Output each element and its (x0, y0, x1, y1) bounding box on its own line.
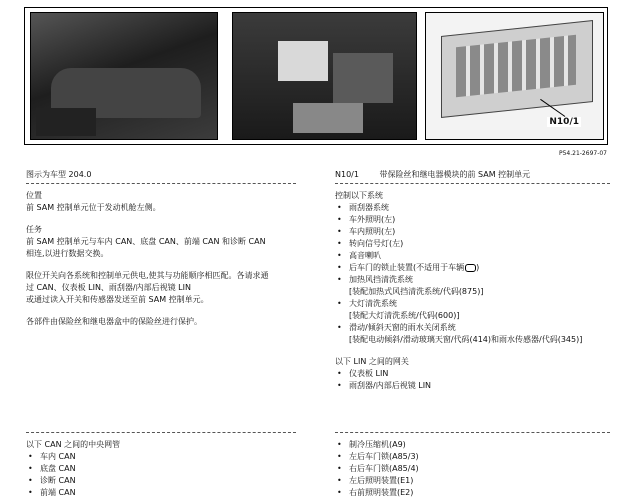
task-text: 前 SAM 控制单元与车内 CAN、底盘 CAN、前端 CAN 和诊断 CAN (26, 237, 266, 246)
sam-location-photo (232, 12, 417, 140)
list-item: • 滑动/倾斜天窗的雨水关闭系统 (335, 322, 610, 334)
divider (335, 183, 610, 184)
control-title: 控制以下系统 (335, 191, 383, 200)
engine-bay-photo (30, 12, 218, 140)
figure-reference: P54.21-2697-07 (558, 150, 607, 157)
lock-item-end: ) (476, 263, 480, 272)
list-item: • 车内照明(左) (335, 226, 610, 238)
list-item: • 车内 CAN (26, 451, 296, 463)
vehicle-variant-icon (465, 264, 476, 272)
list-item: • 雨刮器/内部后视镜 LIN (335, 380, 610, 392)
list-item: • 前端 CAN (26, 487, 296, 499)
list-item: • 制冷压缩机(A9) (335, 439, 610, 451)
list-subitem: [装配电动倾斜/滑动玻璃天窗/代码(414)和雨水传感器/代码(345)] (349, 335, 583, 344)
task-section (26, 224, 296, 260)
list-item: • 左后照明装置(E1) (335, 475, 610, 487)
model-heading: 图示为车型 204.0 (26, 170, 92, 179)
list-item: • 加热风挡清洗系统 (335, 274, 610, 286)
fuse-paragraph: 各部件由保险丝和继电器盒中的保险丝进行保护。 (26, 317, 202, 326)
lock-item-text: 后车门的锁止装置(不适用于车辆 (349, 263, 465, 272)
list-item: • 仪表板 LIN (335, 368, 610, 380)
component-code: N10/1 (335, 170, 359, 179)
component-heading (335, 169, 610, 181)
list-subitem: [装配大灯清洗系统/代码(600)] (349, 311, 460, 320)
list-item-lock (335, 262, 610, 274)
list-item: • 大灯清洗系统 (335, 298, 610, 310)
list-item: • 右后车门锁(A85/4) (335, 463, 610, 475)
right-column (335, 169, 610, 392)
callout-label: N10/1 (549, 117, 579, 127)
list-item: • 雨刮器系统 (335, 202, 610, 214)
lin-title: 以下 LIN 之间的网关 (335, 357, 409, 366)
task-text: 相连,以进行数据交换。 (26, 249, 109, 258)
paragraph-line: 限位开关向各系统和控制单元供电,使其与功能顺序相匹配。各请求通 (26, 271, 269, 280)
supply-paragraph (26, 270, 296, 306)
figure-frame (24, 7, 608, 145)
divider (26, 183, 296, 184)
location-title: 位置 (26, 191, 42, 200)
can-title: 以下 CAN 之间的中央网管 (26, 440, 121, 449)
list-item: • 车外照明(左) (335, 214, 610, 226)
location-section (26, 190, 296, 214)
list-item: • 右前照明装置(E2) (335, 487, 610, 499)
component-title: 带保险丝和继电器模块的前 SAM 控制单元 (379, 170, 531, 179)
list-item: • 高音喇叭 (335, 250, 610, 262)
list-item: • 诊断 CAN (26, 475, 296, 487)
divider (26, 432, 296, 433)
left-column (26, 169, 296, 338)
output-section (335, 430, 610, 499)
divider (335, 432, 610, 433)
paragraph-line: 或通过读入开关和传感器发送至前 SAM 控制单元。 (26, 295, 209, 304)
list-subitem: [装配加热式风挡清洗系统/代码(875)] (349, 287, 484, 296)
list-item: • 左后车门锁(A85/3) (335, 451, 610, 463)
list-item: • 底盘 CAN (26, 463, 296, 475)
paragraph-line: 过 CAN、仪表板 LIN、雨刮器/内部后视镜 LIN (26, 283, 191, 292)
fuse-relay-module-photo (425, 12, 604, 140)
can-gateway-section (26, 430, 296, 499)
list-item: • 转向信号灯(左) (335, 238, 610, 250)
location-text: 前 SAM 控制单元位于发动机舱左侧。 (26, 203, 161, 212)
task-title: 任务 (26, 225, 42, 234)
